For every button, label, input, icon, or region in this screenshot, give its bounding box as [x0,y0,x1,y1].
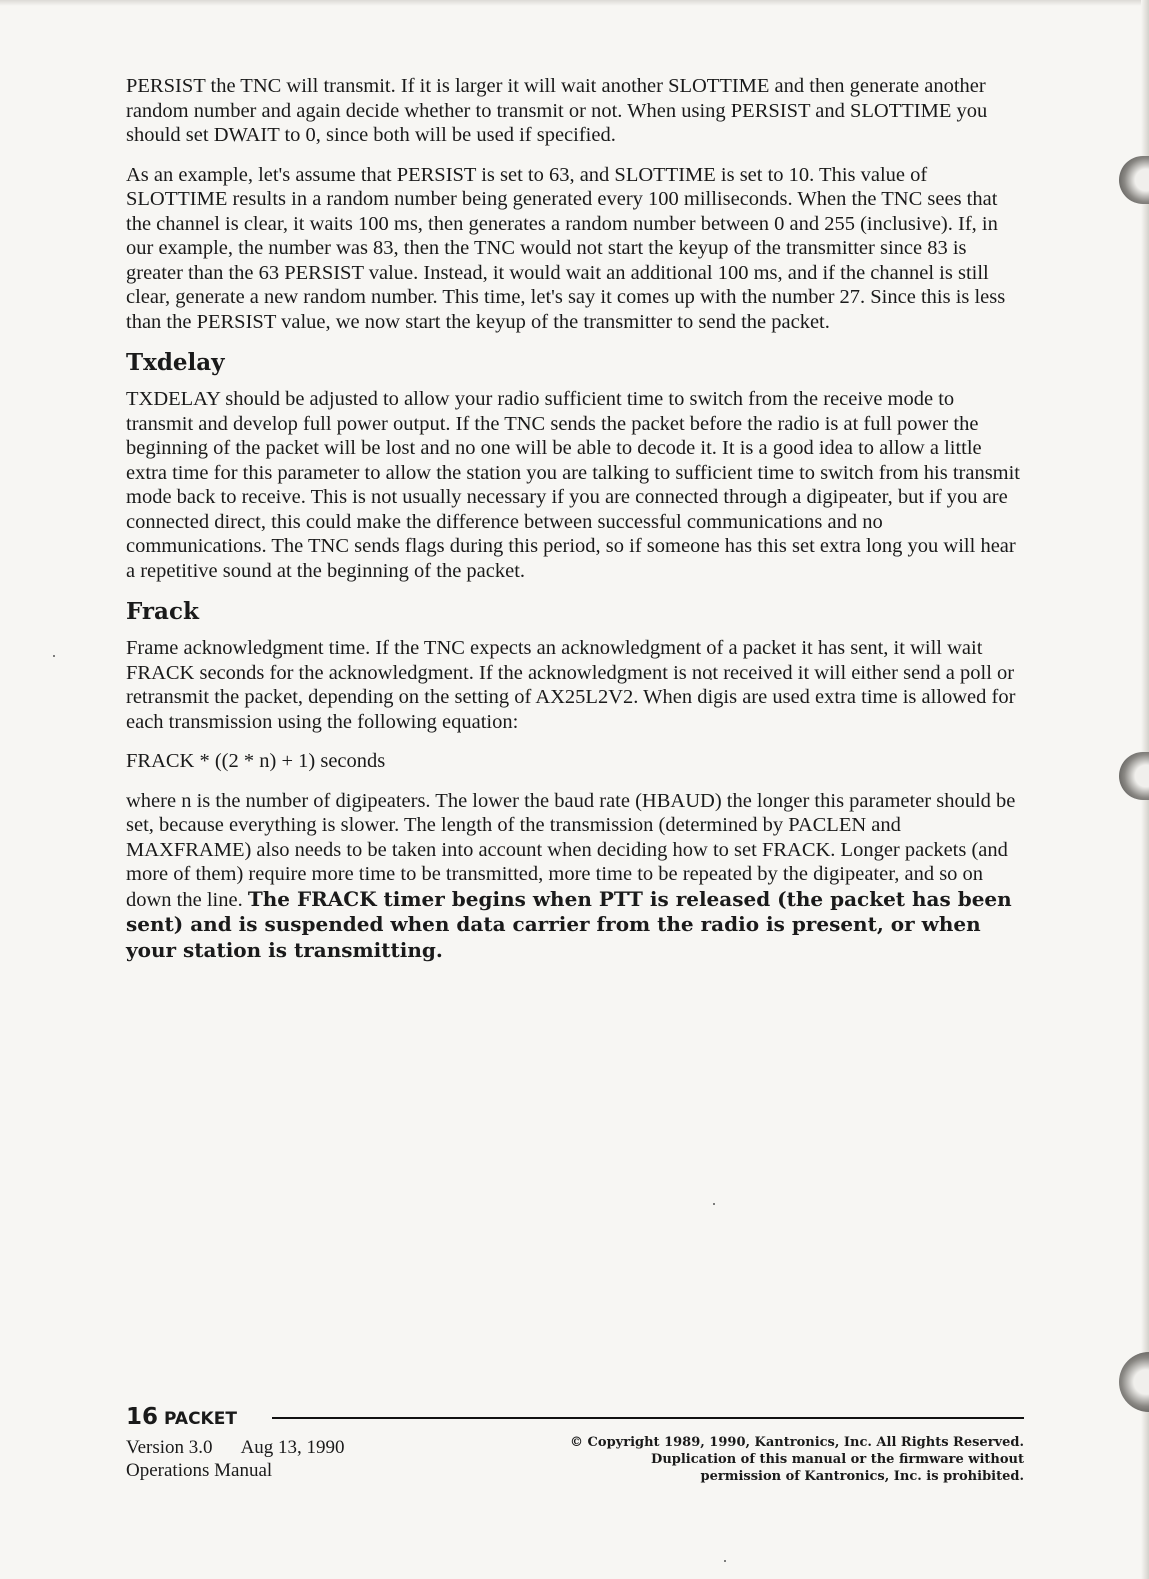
binder-tab-bottom [1119,1352,1149,1412]
binder-tab-middle [1119,752,1149,800]
page-speck [53,655,55,657]
section-name: PACKET [164,1409,237,1429]
persist-paragraph: PERSIST the TNC will transmit. If it is larger it will wait another SLOTTIME and then generate another random number and again decide whether to transmit or not. When using PERSIST and SLOTTIME you should set DWAIT to 0, since both will be used if specified. [126,75,988,146]
txdelay-paragraph: TXDELAY should be adjusted to allow your radio sufficient time to switch from the receive mode to transmit and develop full power output. If the TNC sends the packet before the radio is at full power the beginning of the packet will be lost and no one will be able to decode it. It is a good idea to allow a little extra time for this parameter to allow the station you are talking to sufficient time to switch from his transmit mode back to receive. This is not usually necessary if you are connected through a digipeater, but if you are connected direct, this could make the difference between successful communications and no communications. The TNC sends flags during this period, so if someone has this set extra long you will hear a repetitive sound at the beginning of the packet. [126,388,1021,582]
frack-formula: FRACK * ((2 * n) + 1) seconds [126,750,386,772]
frack-explanation-paragraph [126,789,1026,964]
binder-tab-top [1119,156,1149,204]
copyright-notice [504,1434,1024,1485]
page-speck [724,1560,726,1562]
version-date: Aug 13, 1990 [240,1437,345,1458]
page-number: 16 [126,1404,159,1430]
version-label: Version 3.0 [126,1437,213,1458]
page-speck [713,1203,715,1205]
manual-title: Operations Manual [126,1460,273,1481]
footer-rule [272,1417,1024,1419]
footer-version-info [126,1436,345,1482]
page-top-edge [0,0,1149,6]
frack-heading: Frack [126,598,199,625]
copyright-line: permission of Kantronics, Inc. is prohibited. [700,1469,1024,1484]
persist-example-paragraph: As an example, let's assume that PERSIST is set to 63, and SLOTTIME is set to 10. This value of SLOTTIME results in a random number being generated every 100 milliseconds. When the TNC sees that the channel is clear, it waits 100 ms, then generates a random number between 0 and 255 (inclusive). If, in our example, the number was 83, then the TNC would not start the keyup of the transmitter since 83 is greater than the 63 PERSIST value. Instead, it would wait an additional 100 ms, and if the channel is still clear, generate a new random number. This time, let's say it comes up with the number 27. Since this is less than the PERSIST value, we now start the keyup of the transmitter to send the packet. [126,163,1006,333]
frack-timer-note: The FRACK timer begins when PTT is released (the packet has been sent) and is suspended when data carrier from the radio is present, or when your station is transmitting. [126,886,1012,962]
frack-paragraph: Frame acknowledgment time. If the TNC expects an acknowledgment of a packet it has sent, it will wait FRACK seconds for the acknowledgment. If the acknowledgment is not received it will either send a poll or retransmit the packet, depending on the setting of AX25L2V2. When digis are used extra time is allowed for each transmission using the following equation: [126,637,1016,733]
page-body [126,74,1026,978]
page-footer [126,1402,1024,1512]
footer-page-label [126,1402,245,1434]
frack-explanation-text: where n is the number of digipeaters. The lower the baud rate (HBAUD) the longer this parameter should be set, because everything is slower. The length of the transmission (determined by PACLEN and MAXFRAME) also needs to be taken into account when deciding how to set FRACK. Longer packets (and more of them) require more time to be transmitted, more time to be repeated by the digipeater, and so on down the line. [126,789,1016,911]
copyright-line: Duplication of this manual or the firmware without [651,1452,1024,1467]
copyright-line: © Copyright 1989, 1990, Kantronics, Inc. All Rights Reserved. [570,1435,1024,1450]
txdelay-heading: Txdelay [126,349,225,376]
